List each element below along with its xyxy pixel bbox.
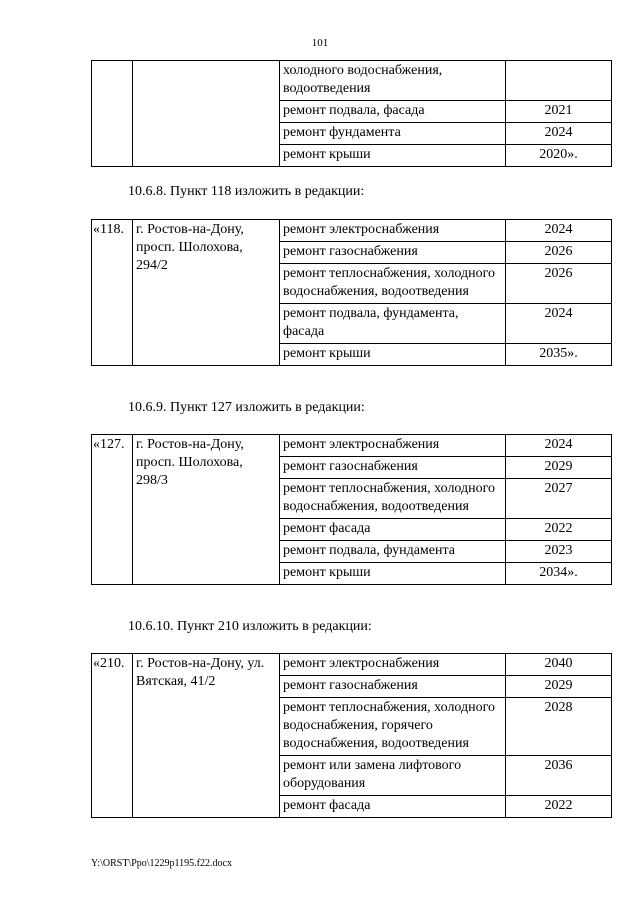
- section-heading-118: 10.6.8. Пункт 118 изложить в редакции:: [128, 184, 365, 199]
- year-cell: 2029: [506, 676, 612, 698]
- year-cell: 2023: [506, 541, 612, 563]
- section-heading-127: 10.6.9. Пункт 127 изложить в редакции:: [128, 400, 365, 415]
- work-cell: ремонт газоснабжения: [280, 676, 506, 698]
- year-cell: 2028: [506, 698, 612, 756]
- address-cell: [133, 61, 280, 167]
- year-cell: 2024: [506, 220, 612, 242]
- work-cell: ремонт газоснабжения: [280, 457, 506, 479]
- year-cell: 2021: [506, 101, 612, 123]
- work-cell: ремонт теплоснабжения, холодного водоснабжения, водоотведения: [280, 264, 506, 304]
- year-cell: 2035».: [506, 344, 612, 366]
- item-number-cell: «118.: [92, 220, 133, 366]
- item-number-cell: «210.: [92, 654, 133, 818]
- year-cell: 2022: [506, 519, 612, 541]
- work-cell: ремонт подвала, фундамента, фасада: [280, 304, 506, 344]
- continued-table: [91, 60, 612, 167]
- year-cell: 2020».: [506, 145, 612, 167]
- file-path-footer: Y:\ORST\Ppo\1229p1195.f22.docx: [91, 858, 232, 869]
- year-cell: 2027: [506, 479, 612, 519]
- address-cell: г. Ростов-на-Дону, просп. Шолохова, 294/2: [133, 220, 280, 366]
- year-cell: [506, 61, 612, 101]
- address-cell: г. Ростов-на-Дону, просп. Шолохова, 298/3: [133, 435, 280, 585]
- work-cell: холодного водоснабжения, водоотведения: [280, 61, 506, 101]
- work-cell: ремонт электроснабжения: [280, 220, 506, 242]
- year-cell: 2022: [506, 796, 612, 818]
- work-cell: ремонт электроснабжения: [280, 435, 506, 457]
- work-cell: ремонт крыши: [280, 563, 506, 585]
- year-cell: 2040: [506, 654, 612, 676]
- year-cell: 2026: [506, 242, 612, 264]
- year-cell: 2034».: [506, 563, 612, 585]
- year-cell: 2036: [506, 756, 612, 796]
- work-cell: ремонт электроснабжения: [280, 654, 506, 676]
- work-cell: ремонт крыши: [280, 344, 506, 366]
- item-118-table: [91, 219, 612, 366]
- table-row: [92, 220, 612, 242]
- item-210-table: [91, 653, 612, 818]
- table-row: [92, 61, 612, 101]
- year-cell: 2029: [506, 457, 612, 479]
- work-cell: ремонт подвала, фасада: [280, 101, 506, 123]
- work-cell: ремонт газоснабжения: [280, 242, 506, 264]
- page-number: 101: [311, 37, 329, 49]
- table-row: [92, 654, 612, 676]
- section-heading-210: 10.6.10. Пункт 210 изложить в редакции:: [128, 619, 372, 634]
- item-number-cell: «127.: [92, 435, 133, 585]
- work-cell: ремонт теплоснабжения, холодного водоснабжения, водоотведения: [280, 479, 506, 519]
- work-cell: ремонт или замена лифтового оборудования: [280, 756, 506, 796]
- year-cell: 2024: [506, 304, 612, 344]
- work-cell: ремонт крыши: [280, 145, 506, 167]
- item-127-table: [91, 434, 612, 585]
- work-cell: ремонт фасада: [280, 796, 506, 818]
- work-cell: ремонт фасада: [280, 519, 506, 541]
- work-cell: ремонт фундамента: [280, 123, 506, 145]
- item-number-cell: [92, 61, 133, 167]
- address-cell: г. Ростов-на-Дону, ул. Вятская, 41/2: [133, 654, 280, 818]
- work-cell: ремонт теплоснабжения, холодного водоснабжения, горячего водоснабжения, водоотведения: [280, 698, 506, 756]
- year-cell: 2024: [506, 435, 612, 457]
- year-cell: 2024: [506, 123, 612, 145]
- year-cell: 2026: [506, 264, 612, 304]
- work-cell: ремонт подвала, фундамента: [280, 541, 506, 563]
- table-row: [92, 435, 612, 457]
